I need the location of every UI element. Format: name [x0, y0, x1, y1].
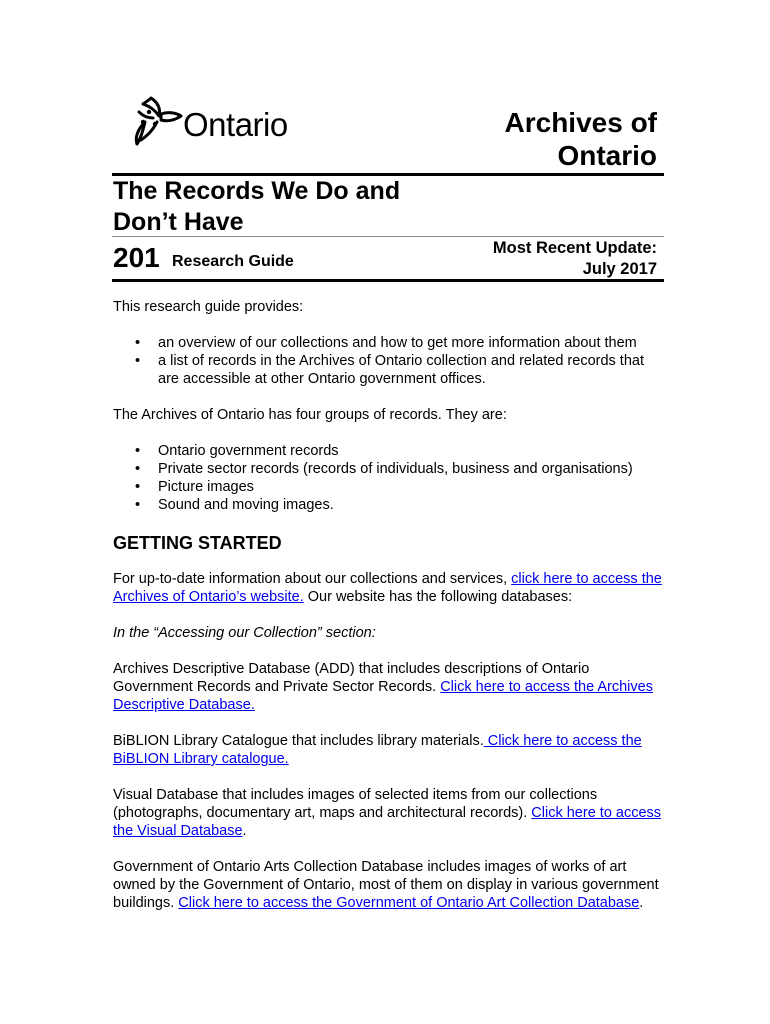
archives-website-link[interactable]: click here to access the Archives of Ontario’s website.: [113, 571, 662, 605]
intro-lead: This research guide provides:: [113, 299, 304, 315]
guide-number: 201: [113, 242, 160, 273]
document-title-line2: Don’t Have: [113, 208, 244, 236]
add-database-link[interactable]: Click here to access the Archives Descriptive Database.: [113, 679, 653, 713]
list-item: • an overview of our collections and how to get more information about them: [135, 335, 637, 351]
document-title-line1: The Records We Do and: [113, 177, 401, 205]
bullet-icon: •: [135, 443, 141, 459]
update-date: July 2017: [582, 260, 657, 278]
header-divider-thin: [112, 236, 664, 237]
list-item: • Private sector records (records of individuals, business and organisations): [135, 461, 633, 477]
ontario-logo: [131, 92, 311, 154]
document-body: [113, 298, 663, 930]
art-collection-database-link[interactable]: Click here to access the Government of Ontario Art Collection Database: [178, 895, 640, 911]
intro-list: [113, 334, 663, 388]
agency-name-line1: Archives of: [504, 107, 657, 138]
section-note: In the “Accessing our Collection” section:: [113, 625, 376, 641]
logo-wordmark: Ontario: [183, 106, 288, 143]
trillium-icon: [131, 92, 183, 154]
header-divider-bottom: [112, 279, 664, 282]
bullet-icon: •: [135, 335, 141, 351]
agency-name-line2: Ontario: [557, 140, 657, 171]
groups-list: [113, 442, 663, 514]
visual-paragraph: Visual Database that includes images of selected items from our collections (photographs, documentary art, maps and architectural records). Click here to access the Visual Database.: [113, 787, 662, 839]
add-paragraph: Archives Descriptive Database (ADD) that includes descriptions of Ontario Government Records and Private Sector Records. Click here to access the Archives Descriptive Database.: [113, 661, 653, 713]
guide-label: Research Guide: [172, 253, 294, 270]
visual-database-link[interactable]: Click here to access the Visual Database: [113, 805, 662, 839]
agency-name: [397, 106, 657, 172]
art-collection-paragraph: Government of Ontario Arts Collection Database includes images of works of art owned by the Government of Ontario, most of them on display in various government buildings. Click here to access the Government of Ontario Art Collection Database.: [113, 859, 659, 911]
biblion-catalogue-link[interactable]: Click here to access the BiBLION Library catalogue.: [113, 733, 642, 767]
list-item: • Ontario government records: [135, 443, 339, 459]
groups-lead: The Archives of Ontario has four groups of records. They are:: [113, 407, 507, 423]
update-label: Most Recent Update:: [492, 239, 657, 257]
bullet-icon: •: [135, 353, 141, 369]
list-item: • Sound and moving images.: [135, 497, 334, 513]
section-heading-getting-started: GETTING STARTED: [113, 533, 282, 553]
update-info: [397, 238, 657, 280]
list-item: • a list of records in the Archives of Ontario collection and related records that are accessible at other Ontario government offices.: [135, 353, 644, 387]
bullet-icon: •: [135, 461, 141, 477]
website-paragraph: For up-to-date information about our collections and services, click here to access the Archives of Ontario’s website. Our website has the following databases:: [113, 571, 662, 605]
document-title: [113, 176, 400, 238]
list-item: • Picture images: [135, 479, 254, 495]
bullet-icon: •: [135, 479, 141, 495]
biblion-paragraph: BiBLION Library Catalogue that includes library materials. Click here to access the BiBLION Library catalogue.: [113, 733, 642, 767]
bullet-icon: •: [135, 497, 141, 513]
